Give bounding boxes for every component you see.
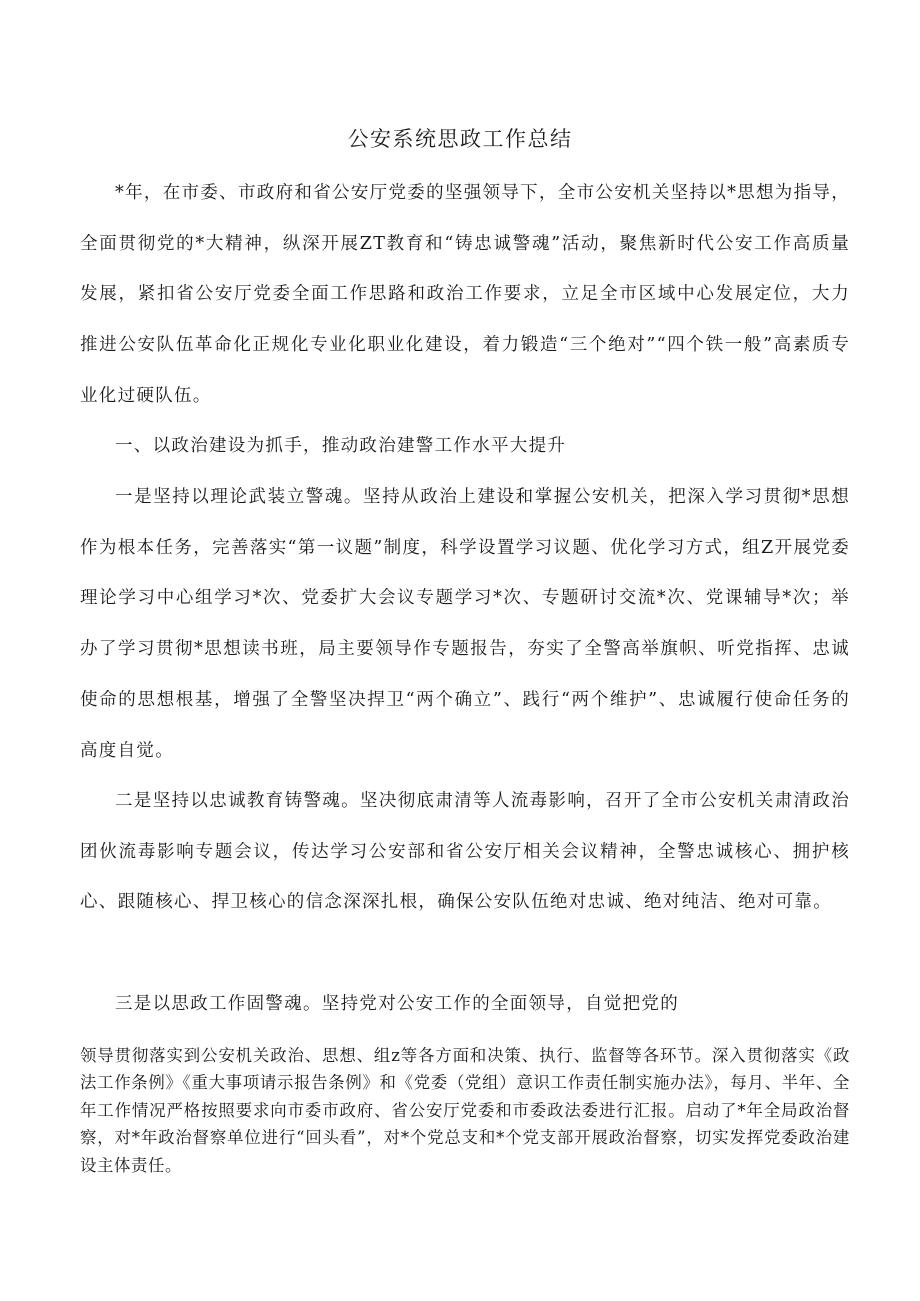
ideology-paragraph-continued: 领导贯彻落实到公安机关政治、思想、组z等各方面和决策、执行、监督等各环节。深入贯彻落实《政法工作条例》《重大事项请示报告条例》和《党委（党组）意识工作责任制实施办法》，每月、半年、全年工作情况严格按照要求向市委市政府、省公安厅党委和市委政法委进行汇报。启动了*年全局政治督察，对*年政治督察单位进行“回头看”，对*个党总支和*个党支部开展政治督察，切实发挥党委政治建设主体责任。 bbox=[80, 1046, 850, 1175]
theory-paragraph: 一是坚持以理论武装立警魂。坚持从政治上建设和掌握公安机关，把深入学习贯彻*思想作为根本任务，完善落实“第一议题”制度，科学设置学习议题、优化学习方式，组Z开展党委理论学习中心组学习*次、党委扩大会议专题学习*次、专题研讨交流*次、党课辅导*次；举办了学习贯彻*思想读书班，局主要领导作专题报告，夯实了全警高举旗帜、听党指挥、忠诚使命的思想根基，增强了全警坚决捍卫“两个确立”、践行“两个维护”、忠诚履行使命任务的高度自觉。 bbox=[80, 487, 850, 761]
section-heading: 一、以政治建设为抓手，推动政治建警工作水平大提升 bbox=[115, 436, 567, 456]
intro-paragraph: *年，在市委、市政府和省公安厅党委的坚强领导下，全市公安机关坚持以*思想为指导，全面贯彻党的*大精神，纵深开展ZT教育和“铸忠诚警魂”活动，聚焦新时代公安工作高质量发展，紧扣省公安厅党委全面工作思路和政治工作要求，立足全市区域中心发展定位，大力推进公安队伍革命化正规化专业化职业化建设，着力锻造“三个绝对”“四个铁一般”高素质专业化过硬队伍。 bbox=[80, 183, 850, 406]
document-title: 公安系统思政工作总结 bbox=[347, 127, 573, 151]
loyalty-paragraph: 二是坚持以忠诚教育铸警魂。坚决彻底肃清等人流毒影响，召开了全市公安机关肃清政治团伙流毒影响专题会议，传达学习公安部和省公安厅相关会议精神，全警忠诚核心、拥护核心、跟随核心、捍卫核心的信念深深扎根，确保公安队伍绝对忠诚、绝对纯洁、绝对可靠。 bbox=[80, 791, 850, 913]
ideology-paragraph-start: 三是以思政工作固警魂。坚持党对公安工作的全面领导，自觉把党的 bbox=[115, 994, 679, 1014]
